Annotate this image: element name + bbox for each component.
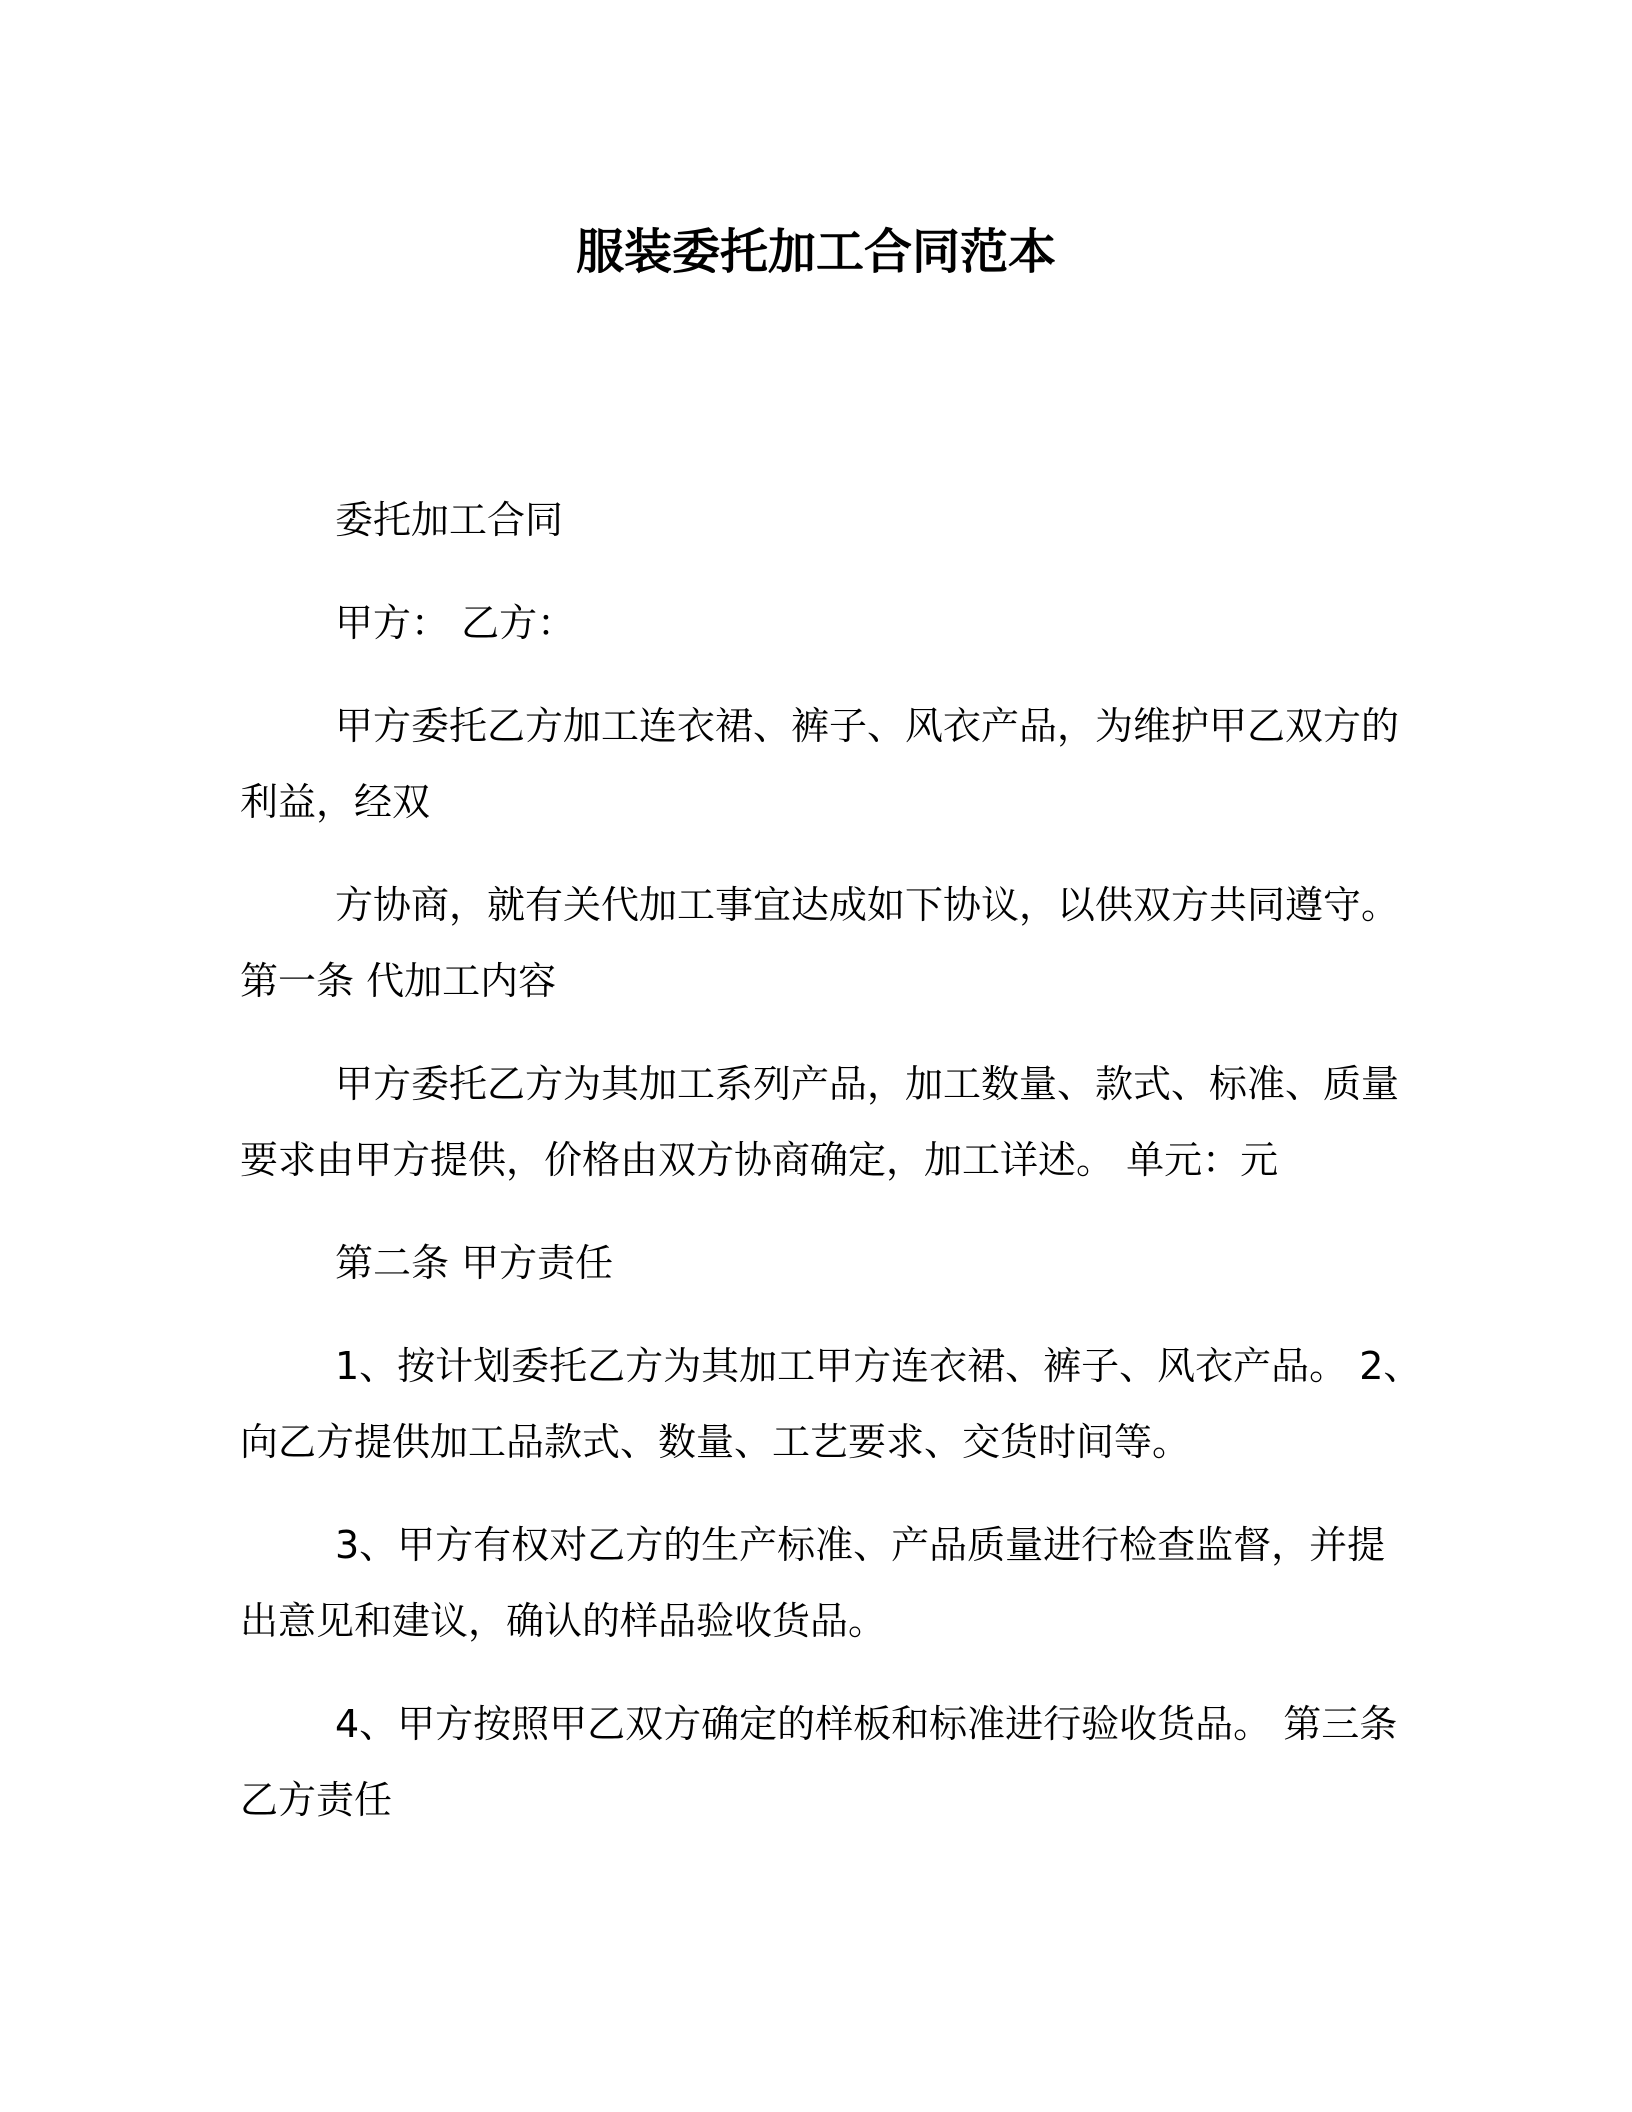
parties-line: 甲方： 乙方： bbox=[335, 601, 576, 645]
article-2-item-3-line-2: 出意见和建议，确认的样品验收货品。 bbox=[240, 1599, 887, 1643]
article-2-item-4-line-1: 4、甲方按照甲乙双方确定的样板和标准进行验收货品。 第三条 bbox=[335, 1702, 1398, 1746]
document-title: 服装委托加工合同范本 bbox=[575, 224, 1056, 280]
article-1-line-2: 要求由甲方提供，价格由双方协商确定，加工详述。 单元：元 bbox=[240, 1138, 1279, 1182]
article-2-item-1-line-1: 1、按计划委托乙方为其加工甲方连衣裙、裤子、风衣产品。 2、 bbox=[335, 1344, 1422, 1388]
preamble-line-2: 利益，经双 bbox=[240, 780, 431, 824]
article-2-item-1-line-2: 向乙方提供加工品款式、数量、工艺要求、交货时间等。 bbox=[240, 1420, 1191, 1464]
preamble-line-1: 甲方委托乙方加工连衣裙、裤子、风衣产品，为维护甲乙双方的 bbox=[335, 704, 1400, 748]
article-1-heading: 第一条 代加工内容 bbox=[240, 959, 557, 1003]
article-3-heading: 乙方责任 bbox=[240, 1778, 393, 1822]
article-2-heading: 第二条 甲方责任 bbox=[335, 1241, 614, 1285]
article-1-line-1: 甲方委托乙方为其加工系列产品，加工数量、款式、标准、质量 bbox=[335, 1062, 1400, 1106]
article-2-item-3-line-1: 3、甲方有权对乙方的生产标准、产品质量进行检查监督，并提 bbox=[335, 1523, 1386, 1567]
contract-heading: 委托加工合同 bbox=[335, 498, 564, 542]
preamble-line-3: 方协商，就有关代加工事宜达成如下协议，以供双方共同遵守。 bbox=[335, 883, 1400, 927]
